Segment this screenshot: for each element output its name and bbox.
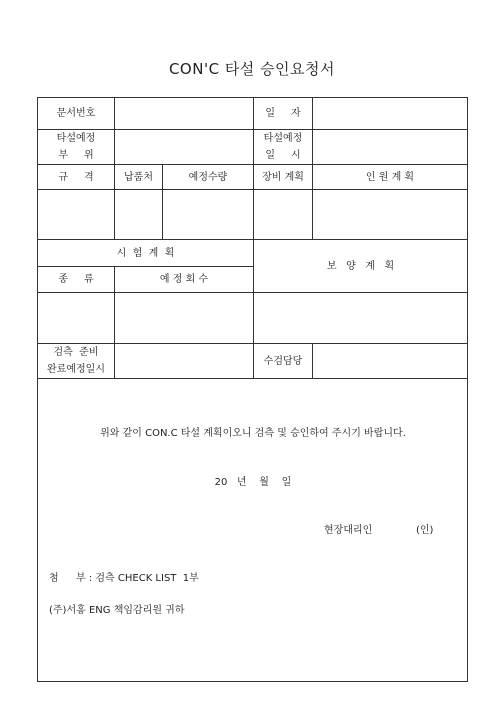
test-plan-header: 시 험 계 획 <box>38 240 254 267</box>
spec-header: 규 격 <box>38 165 115 190</box>
quantity-header: 예정수량 <box>163 165 254 190</box>
page-title: CON'C 타설 승인요청서 <box>168 60 336 78</box>
pour-datetime-label <box>254 130 313 165</box>
equipment-value[interactable] <box>254 190 313 240</box>
request-statement: 위와 같이 CON.C 타설 계획이오니 검측 및 승인하여 주시기 바랍니다. <box>100 428 406 439</box>
test-count-value[interactable] <box>115 293 254 344</box>
staff-plan-value[interactable] <box>313 190 468 240</box>
test-kind-header: 종 류 <box>38 267 115 293</box>
inspection-prep-value[interactable] <box>115 344 254 379</box>
pour-datetime-label-line2: 일 시 <box>265 150 301 161</box>
pour-location-label <box>38 130 115 165</box>
inspection-prep-label-line1: 검측 준비 <box>53 347 99 358</box>
attachment-label: 첨 <box>49 573 59 584</box>
curing-plan-value[interactable] <box>254 293 468 344</box>
site-agent-label: 현장대리인 <box>324 525 373 536</box>
inspection-prep-label-line2: 완료예정일시 <box>47 364 105 375</box>
quantity-value[interactable] <box>163 190 254 240</box>
seal-mark: (인) <box>416 525 434 536</box>
pour-datetime-label-line1: 타설예정 <box>263 133 303 144</box>
doc-number-value[interactable] <box>115 98 254 130</box>
recipient-line: (주)서홍 ENG 책임감리원 귀하 <box>49 605 185 616</box>
pour-datetime-value[interactable] <box>313 130 468 165</box>
staff-plan-header: 인 원 계 획 <box>313 165 468 190</box>
attachment-text: 부 : 검측 CHECK LIST 1부 <box>76 573 199 584</box>
inspector-label: 수검담당 <box>254 344 313 379</box>
date-label: 일 자 <box>254 98 313 130</box>
test-count-header: 예 정 회 수 <box>115 267 254 293</box>
inspection-prep-label <box>38 344 115 379</box>
curing-plan-header: 보 양 계 획 <box>254 240 468 293</box>
inspector-value[interactable] <box>313 344 468 379</box>
test-kind-value[interactable] <box>38 293 115 344</box>
pour-location-label-line2: 부 위 <box>58 150 94 161</box>
date-value[interactable] <box>313 98 468 130</box>
equipment-header: 장비 계획 <box>254 165 313 190</box>
doc-number-label: 문서번호 <box>38 98 115 130</box>
request-date-line: 20 년 월 일 <box>214 477 292 488</box>
approval-form-table <box>37 97 468 682</box>
supplier-header: 납품처 <box>115 165 163 190</box>
supplier-value[interactable] <box>115 190 163 240</box>
pour-location-label-line1: 타설예정 <box>56 133 96 144</box>
request-footer <box>38 379 468 682</box>
spec-value[interactable] <box>38 190 115 240</box>
pour-location-value[interactable] <box>115 130 254 165</box>
